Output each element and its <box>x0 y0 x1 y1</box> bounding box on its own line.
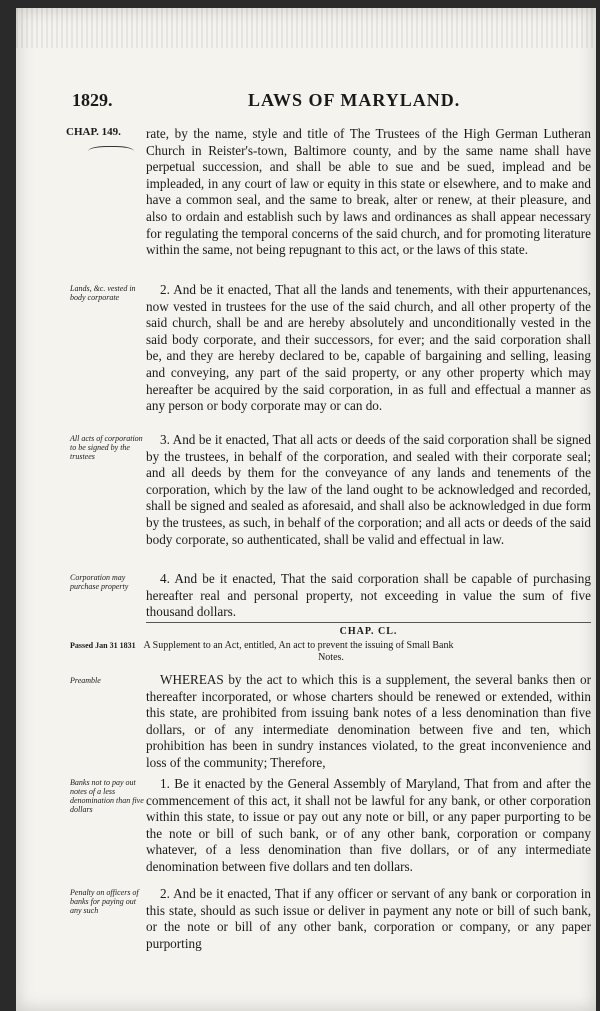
document-page <box>16 8 596 1011</box>
margin-note-penalty: Penalty on officers of banks for paying out any such <box>70 888 139 915</box>
page-year: 1829. <box>72 90 113 110</box>
brace-mark <box>88 146 134 159</box>
page-header <box>70 90 576 112</box>
chap150-preamble-text: WHEREAS by the act to which this is a supplement, the several banks then or thereafter incorporated, or whose charters should be renewed or extended, within this state, are prohibited from issuing bank notes of a less denomination than five dollars, or of any intermediate denomination between five and ten, which prohibition has been in sundry instances violated, to the great inconvenience and loss of the community; Therefore, <box>146 672 591 770</box>
chap150-title-line <box>70 640 592 664</box>
chap149-para4 <box>146 571 591 621</box>
chap150-title: A Supplement to an Act, entitled, An act to prevent the issuing of Small Bank <box>143 640 454 651</box>
margin-chap-number: CHAP. 149. <box>66 126 121 138</box>
margin-note-preamble: Preamble <box>70 676 101 685</box>
passed-date: Passed Jan 31 1831 <box>70 641 136 650</box>
section-divider <box>146 622 591 623</box>
chap150-text-1: 1. Be it enacted by the General Assembly of Maryland, That from and after the commencement of this act, it shall not be lawful for any bank, or other corporation within this state, to issue or pay out any note or bill, or any paper purporting to be the note or bill of such bank, or of any other bank, corporation or company whatever, of a less denomination than five dollars, or of any intermediate denomination between five dollars and ten dollars. <box>146 776 591 874</box>
chap150-text-2: 2. And be it enacted, That if any officer or servant of any bank or corporation in this state, should as such issue or deliver in payment any note or bill of such bank, or the note or bill of any other bank, corporation or company, or any paper purporting <box>146 886 591 951</box>
margin-note-banks: Banks not to pay out notes of a less denomination than five dollars <box>70 778 144 814</box>
margin-note-corporation: Corporation may purchase property <box>70 573 129 591</box>
chap150-para2 <box>146 886 591 952</box>
chap149-para1 <box>146 126 591 259</box>
chap150-para1 <box>146 776 591 876</box>
chap149-text-1: rate, by the name, style and title of The Trustees of the High German Lutheran Church in Reister's-town, Baltimore county, and by the same name shall have perpetual succession, and shall be able to sue and be sued, implead and be impleaded, in any court of law or equity in this state or elsewhere, and to make and have a common seal, and the same to break, alter or renew, at their pleasure, and also to ordain and establish such by laws and ordinances as shall appear necessary for regulating the temporal concerns of the said church, and for promoting literature within the same, not being repugnant to this act, or the laws of this state. <box>146 126 591 258</box>
chap150-preamble <box>146 672 591 772</box>
running-title: LAWS OF MARYLAND. <box>248 90 461 110</box>
margin-note-lands: Lands, &c. vested in body corporate <box>70 284 136 302</box>
page-edge-texture <box>16 8 596 48</box>
chap149-para3 <box>146 432 591 548</box>
margin-note-acts: All acts of corporation to be signed by the trustees <box>70 434 143 461</box>
chap149-text-3: 3. And be it enacted, That all acts or deeds of the said corporation shall be signed by the trustees, in behalf of the corporation, and sealed with their corporate seal; and all deeds by them for the conveyance of any lands and tenements of the corporation, which by the law of the land ought to be acknowledged and recorded, shall be signed and sealed as aforesaid, and shall also be acknowledged in due form by the trustees, as such, in behalf of the corporation; and all acts or deeds of the said body corporate, so authenticated, shall be valid and effectual in law. <box>146 432 591 547</box>
chap149-text-4: 4. And be it enacted, That the said corporation shall be capable of purchasing hereafter real and personal property, not exceeding in value the sum of five thousand dollars. <box>146 571 591 620</box>
chap149-para2 <box>146 282 591 415</box>
chap150-title-cont: Notes. <box>318 652 344 663</box>
chap150-heading: CHAP. CL. <box>339 626 398 637</box>
chap149-text-2: 2. And be it enacted, That all the lands and tenements, with their appurtenances, now vested in trustees for the use of the said church, and all other property of the said church, shall be and are hereby absolutely and unconditionally vested in the said body corporate, and their successors, for ever; and the said corporation shall be, and they are hereby declared to be, capable of bargaining and selling, leasing and conveying, any part of the said property, or any other property which may hereafter be acquired by the said corporation, in as full and effectual a manner as any person or body corporate may or can do. <box>146 282 591 414</box>
